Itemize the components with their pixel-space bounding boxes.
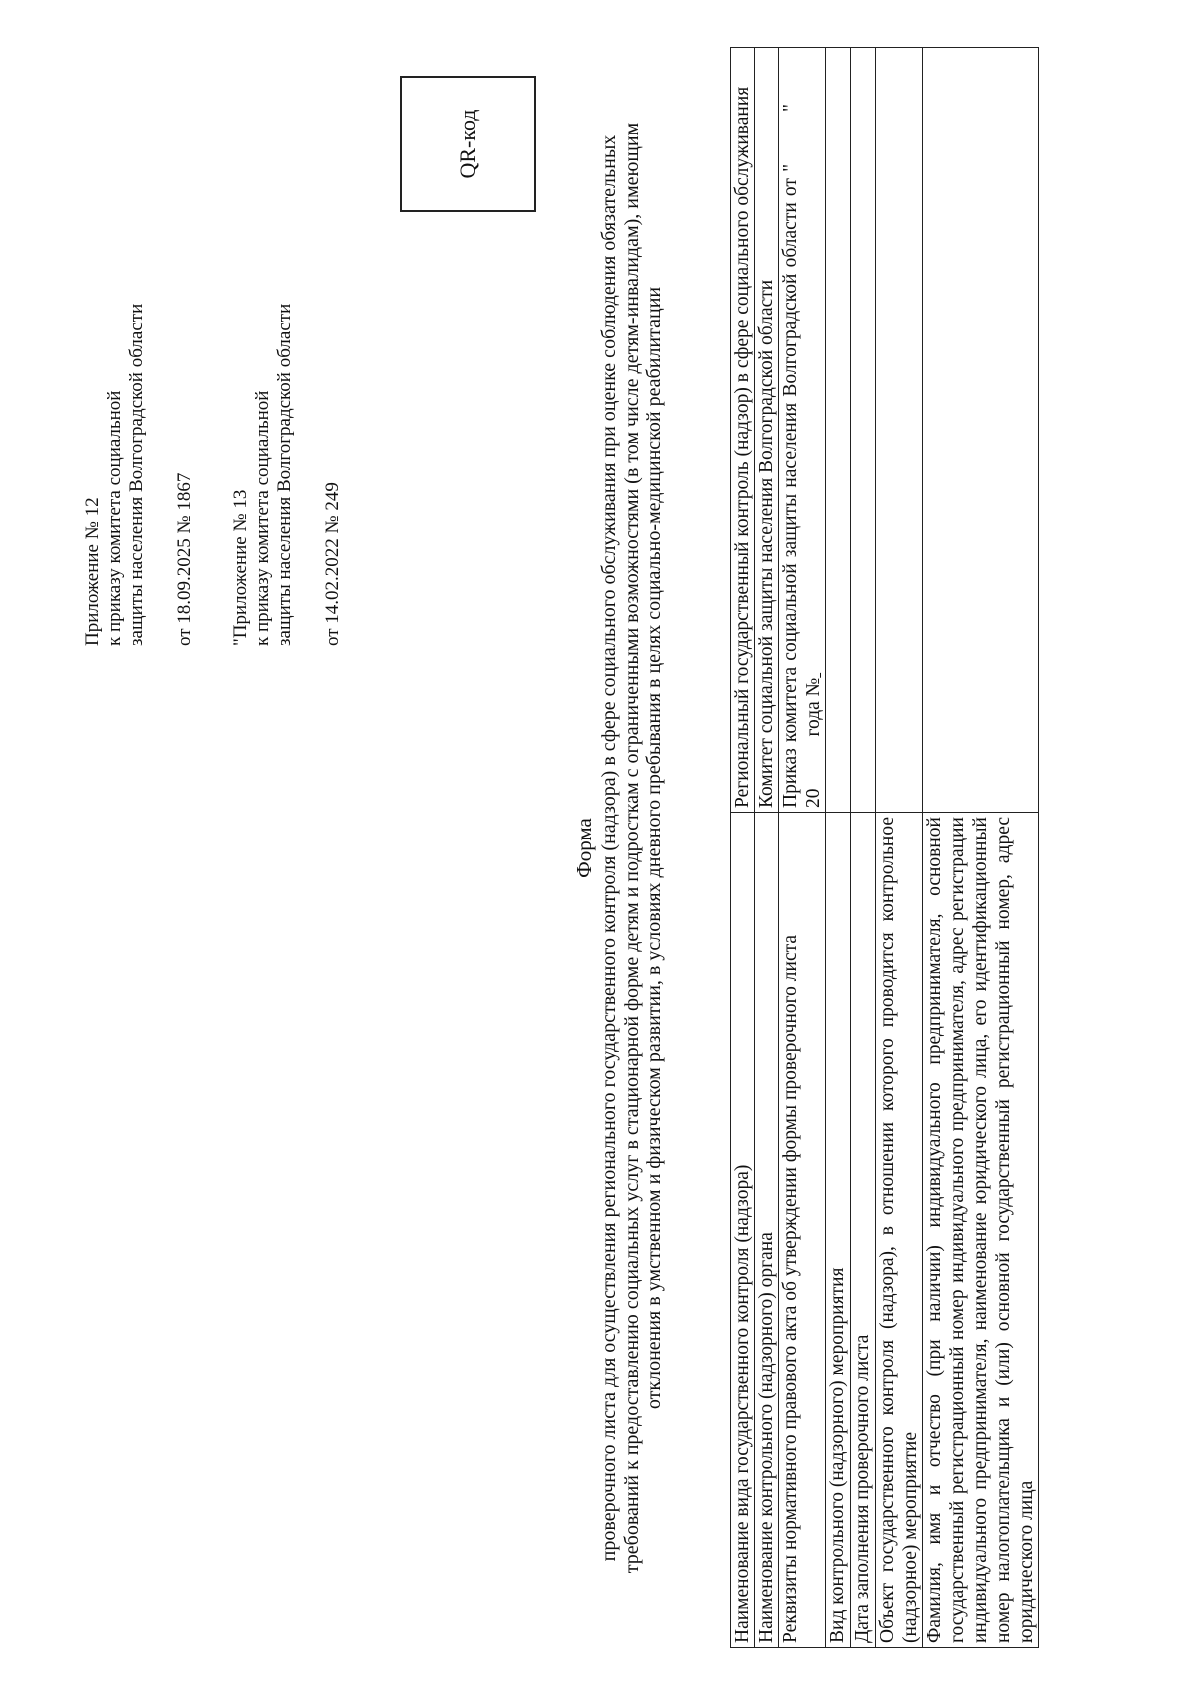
- row-value-empty: [851, 48, 876, 813]
- appendix-12-order-line: к приказу комитета социальной: [104, 390, 125, 646]
- table-row: [826, 48, 851, 1648]
- row-label: Наименование контрольного (надзорного) органа: [755, 813, 779, 1648]
- table-row: [851, 48, 876, 1648]
- qr-code-label: QR-код: [455, 109, 480, 179]
- qr-code-placeholder: [400, 76, 536, 212]
- row-label: Объект государственного контроля (надзора), в отношении которого проводится контрольное (надзорное) мероприятие: [876, 813, 923, 1648]
- table-row: [779, 48, 826, 1648]
- row-value-empty: [876, 48, 923, 813]
- appendix-13-date: от 14.02.2022 № 249: [322, 482, 343, 646]
- form-subtitle: проверочного листа для осуществления регионального государственного контроля (надзора) в сфере социального обслуживания при оценке соблюдения обязательных требований к предоставлению социальных услуг в стационарной форме детям и подросткам с ограниченными возможностями (в том числе детям-инвалидам), имеющим отклонения в умственном и физическом развитии, в условиях дневного пребывания в целях социально-медицинской реабилитации: [598, 122, 665, 1574]
- appendix-12-committee-line: защиты населения Волгоградской области: [126, 303, 147, 646]
- row-label: Реквизиты нормативного правового акта об утверждении формы проверочного листа: [779, 813, 826, 1648]
- row-value-empty: [923, 48, 1039, 813]
- appendix-13-header: [230, 304, 344, 646]
- row-value: Приказ комитета социальной защиты населения Волгоградской области от ""20года №: [779, 48, 826, 813]
- appendix-13-title: "Приложение № 13: [230, 489, 251, 646]
- appendix-13-committee-line: защиты населения Волгоградской области: [274, 303, 295, 646]
- row-value-empty: [826, 48, 851, 813]
- form-title: Форма: [572, 818, 596, 878]
- appendix-12-header: [82, 304, 196, 646]
- appendix-12-title: Приложение № 12: [82, 497, 103, 646]
- row-value: Региональный государственный контроль (надзор) в сфере социального обслуживания: [731, 48, 755, 813]
- table-row: [731, 48, 755, 1648]
- table-row: [876, 48, 923, 1648]
- row-label: Вид контрольного (надзорного) мероприятия: [826, 813, 851, 1648]
- row-label: Дата заполнения проверочного листа: [851, 813, 876, 1648]
- row-label: Фамилия, имя и отчество (при наличии) индивидуального предпринимателя, основной государственный регистрационный номер индивидуального предпринимателя, адрес регистрации индивидуального предпринимателя, наименование юридического лица, его идентификационный номер налогоплательщика и (или) основной государственный регистрационный номер, адрес юридического лица: [923, 813, 1039, 1648]
- table-row: [755, 48, 779, 1648]
- table-row: [923, 48, 1039, 1648]
- row-label: Наименование вида государственного контроля (надзора): [731, 813, 755, 1648]
- appendix-13-order-line: к приказу комитета социальной: [252, 390, 273, 646]
- checklist-table: [730, 47, 1039, 1648]
- row-value: Комитет социальной защиты населения Волгоградской области: [755, 48, 779, 813]
- appendix-12-date: от 18.09.2025 № 1867: [174, 472, 195, 646]
